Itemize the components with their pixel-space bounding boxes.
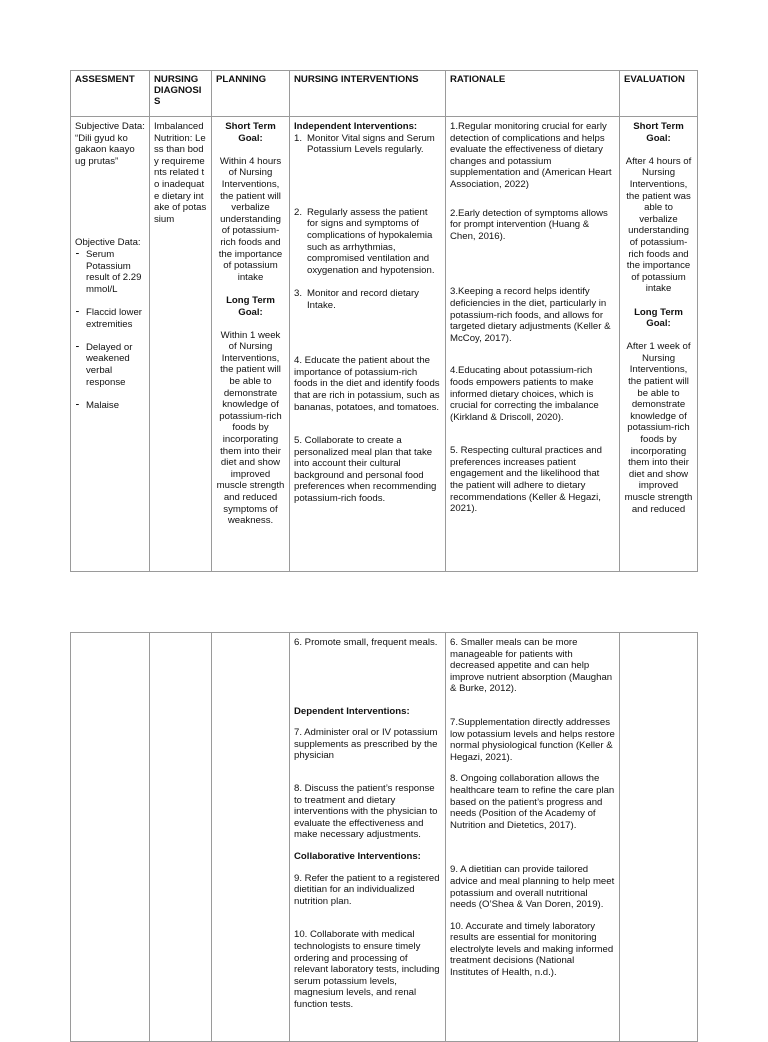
rationale-item: 8. Ongoing collaboration allows the healthcare team to refine the care plan based on the patient’s progress and needs (Position of the Academy of Nutrition and Dietetics, 2017). (450, 773, 615, 831)
rationale-cell (446, 633, 620, 1042)
bullet-icon: ⁃ (75, 248, 80, 260)
short-term-goal-text: Within 4 hours of Nursing Interventions, the patient will verbalize understanding of potassium-rich foods and the importance of potassium intake (218, 155, 283, 283)
evaluation-cell (620, 633, 698, 1042)
long-term-goal-text: Within 1 week of Nursing Interventions, the patient will be able to demonstrate knowledge of potassium-rich foods by incorporating them into their diet and show improved muscle strength and reduced symptoms of weakness. (216, 329, 285, 527)
eval-long-term-label: Long Term Goal: (634, 306, 683, 330)
intervention-item: 3. Monitor and record dietary Intake. (294, 287, 419, 311)
collaborative-label: Collaborative Interventions: (294, 850, 421, 862)
evaluation-cell (620, 117, 698, 572)
objective-item: ⁃ Serum Potassium result of 2.29 mmol/L (75, 248, 142, 295)
intervention-item: 8. Discuss the patient’s response to treatment and dietary interventions with the physician to evaluate the effectiveness and make necessary adjustments. (294, 782, 438, 841)
rationale-item: 5. Respecting cultural practices and preferences increases patient engagement and the likelihood that the patient will adhere to dietary recommendations (Keller & Hegazi, 2021). (450, 445, 602, 515)
intervention-item: 7. Administer oral or IV potassium supplements as prescribed by the physician (294, 727, 438, 762)
subjective-quote: “Dili gyud ko gakaon kaayo ug prutas” (75, 132, 135, 167)
eval-short-term-label: Short Term Goal: (633, 121, 684, 144)
header-rationale: RATIONALE (446, 71, 620, 117)
care-plan-table (70, 70, 698, 572)
rationale-item: 2.Early detection of symptoms allows for prompt intervention (Huang & Chen, 2016). (450, 207, 608, 242)
continuation-row (71, 633, 698, 1042)
header-evaluation: EVALUATION (620, 71, 698, 117)
rationale-item: 4.Educating about potassium-rich foods empowers patients to make informed dietary choices, which is crucial for correcting the imbalance (Kirkland & Driscoll, 2020). (450, 365, 599, 423)
subjective-label: Subjective Data: (75, 121, 145, 132)
rationale-item: 9. A dietitian can provide tailored advice and meal planning to help meet potassium and overall nutritional needs (O’Shea & Van Doren, 2019). (450, 864, 615, 911)
header-planning: PLANNING (212, 71, 290, 117)
objective-item: ⁃ Delayed or weakened verbal response (75, 341, 133, 388)
header-diagnosis: NURSING DIAGNOSIS (150, 71, 212, 117)
intervention-item: 5. Collaborate to create a personalized meal plan that take into account their cultural background and personal food preferences when recommending potassium-rich foods. (294, 435, 437, 505)
rationale-item: 1.Regular monitoring crucial for early detection of complications and helps evaluate the effectiveness of dietary changes and potassium supplementation and (American Heart Association, 2022) (450, 121, 612, 190)
objective-item: ⁃ Flaccid lower extremities (75, 306, 142, 330)
diagnosis-cell (150, 633, 212, 1042)
bullet-icon: ⁃ (75, 306, 80, 318)
intervention-item: 4. Educate the patient about the importance of potassium-rich foods in the diet and identify foods that are rich in potassium, such as bananas, potatoes, and tomatoes. (294, 355, 440, 413)
planning-cell (212, 117, 290, 572)
bullet-icon: ⁃ (75, 399, 80, 411)
interventions-cell (290, 117, 446, 572)
dependent-label: Dependent Interventions: (294, 705, 410, 717)
assessment-cell (71, 633, 150, 1042)
care-plan-continuation-table (70, 632, 698, 1042)
rationale-item: 6. Smaller meals can be more manageable for patients with decreased appetite and can help improve nutrient absorption (Maughan & Burke, 2012). (450, 637, 613, 695)
header-interventions: NURSING INTERVENTIONS (290, 71, 446, 117)
bullet-icon: ⁃ (75, 341, 80, 353)
eval-long-term-text: After 1 week of Nursing Interventions, the patient will be able to demonstrate knowledge of potassium-rich foods by incorporating them into their diet and show improved muscle strength and reduced (624, 341, 693, 515)
objective-label: Objective Data: (75, 237, 141, 249)
interventions-cell (290, 633, 446, 1042)
rationale-item: 10. Accurate and timely laboratory results are essential for monitoring electrolyte levels and making informed treatment decisions (National Institutes of Health, n.d.). (450, 920, 614, 979)
short-term-goal-label: Short Term Goal: (225, 121, 276, 144)
diagnosis-text: Imbalanced Nutrition: Less than body requirements related to inadequate dietary intake of potassium (154, 121, 207, 225)
header-row (71, 71, 698, 117)
objective-item: ⁃ Malaise (75, 399, 120, 411)
eval-short-term-text: After 4 hours of Nursing Interventions, the patient was able to verbalize understanding of potassium-rich foods and the importance of potassium intake (625, 155, 692, 295)
long-term-goal-label: Long Term Goal: (226, 294, 275, 318)
intervention-item: 10. Collaborate with medical technologists to ensure timely ordering and processing of relevant laboratory tests, including serum potassium levels, magnesium levels, and renal function tests. (294, 929, 440, 1010)
rationale-item: 7.Supplementation directly addresses low potassium levels and helps restore normal physiological function (Keller & Hegazi, 2021). (450, 716, 615, 763)
independent-label: Independent Interventions: (294, 121, 418, 132)
intervention-item: 9. Refer the patient to a registered dietitian for an individualized nutrition plan. (294, 872, 440, 907)
planning-cell (212, 633, 290, 1042)
intervention-item: 1. Monitor Vital signs and Serum Potassium Levels regularly. (294, 132, 435, 156)
rationale-item: 3.Keeping a record helps identify deficiencies in the diet, particularly in potassium-rich foods, and allows for targeted dietary adjustments (Keller & McCoy, 2017). (450, 286, 611, 344)
intervention-item: 6. Promote small, frequent meals. (294, 637, 438, 648)
assessment-cell (71, 117, 150, 572)
intervention-item: 2. Regularly assess the patient for signs and symptoms of complications of hypokalemia such as arrhythmias, compromised ventilation and oxygenation and hypotension. (294, 206, 435, 276)
header-assessment: ASSESMENT (71, 71, 150, 117)
rationale-cell (446, 117, 620, 572)
content-row (71, 117, 698, 572)
diagnosis-cell (150, 117, 212, 572)
